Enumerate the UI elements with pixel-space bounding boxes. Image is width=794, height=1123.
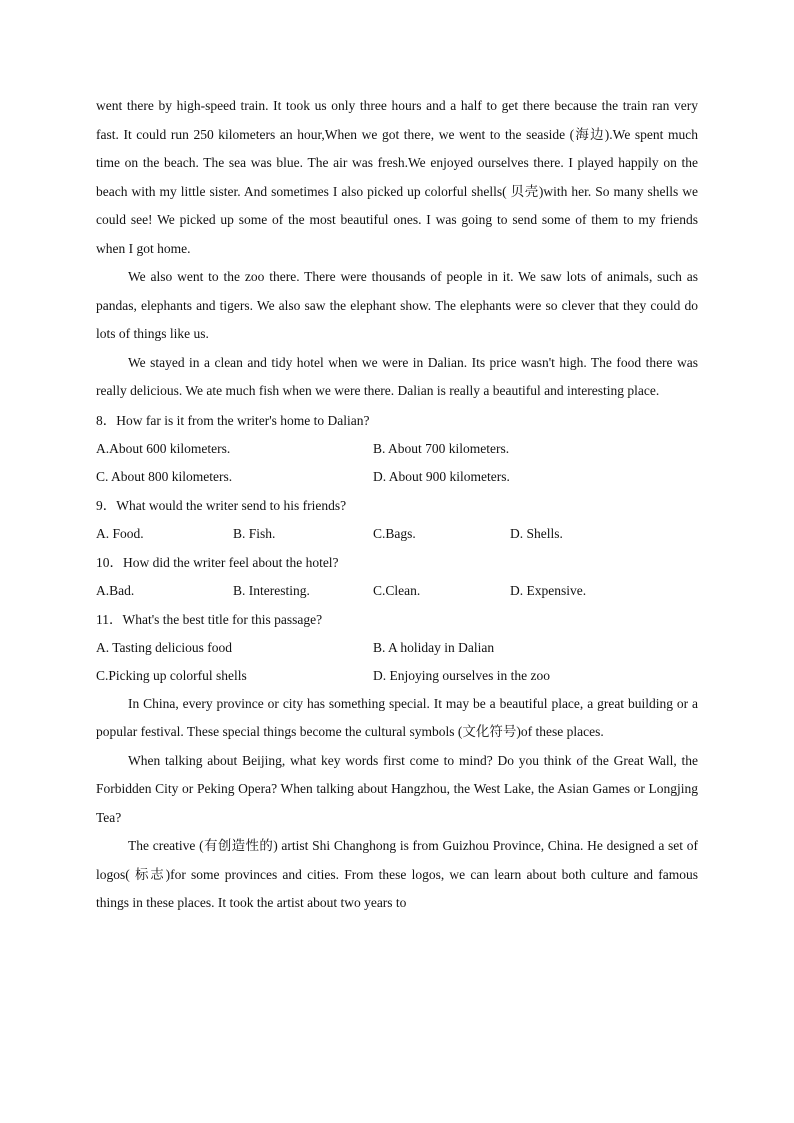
question-stem: 9．What would the writer send to his friends?	[96, 497, 347, 513]
passage1-paragraph-3: We stayed in a clean and tidy hotel when we were in Dalian. Its price wasn't high. The food there was really delicious. We ate much fish when we were there. Dalian is really a beautiful and interesting place.	[96, 354, 698, 398]
question-10	[96, 548, 698, 605]
option-c: C. About 800 kilometers.	[96, 468, 233, 484]
option-a: A. Food.	[96, 525, 144, 541]
passage1-paragraph-2: We also went to the zoo there. There were thousands of people in it. We saw lots of animals, such as pandas, elephants and tigers. We also saw the elephant show. The elephants were so clever that they could do lots of things like us.	[96, 269, 698, 341]
document-page	[96, 92, 698, 918]
question-stem: 11．What's the best title for this passage?	[96, 611, 323, 627]
question-stem: 10．How did the writer feel about the hotel?	[96, 554, 339, 570]
options-row	[96, 577, 698, 605]
options-row	[96, 520, 698, 548]
question-8	[96, 406, 698, 491]
passage2-paragraph-3: The creative (有创造性的) artist Shi Changhong is from Guizhou Province, China. He designed a set of logos( 标志)for some provinces and cities. From these logos, we can learn about both culture and famous things in these places. It took the artist about two years to	[96, 838, 698, 910]
passage2-paragraph-2: When talking about Beijing, what key words first come to mind? Do you think of the Great Wall, the Forbidden City or Peking Opera? When talking about Hangzhou, the West Lake, the Asian Games or Longjing Tea?	[96, 752, 698, 825]
question-11	[96, 605, 698, 690]
question-stem: 8．How far is it from the writer's home to Dalian?	[96, 412, 370, 428]
option-a: A.About 600 kilometers.	[96, 440, 231, 456]
passage1-paragraph-1: went there by high-speed train. It took us only three hours and a half to get there because the train ran very fast. It could run 250 kilometers an hour,When we got there, we went to the seaside (海边).We spent much time on the beach. The sea was blue. The air was fresh.We enjoyed ourselves there. I played happily on the beach with my little sister. And sometimes I also picked up colorful shells( 贝壳)with her. So many shells we could see! We picked up some of the most beautiful ones. I was going to send some of them to my friends when I got home.	[96, 98, 698, 256]
options-row	[96, 463, 698, 491]
option-d: D. Shells.	[510, 525, 563, 541]
options-row	[96, 634, 698, 662]
option-b: B. Interesting.	[233, 582, 310, 598]
option-b: B. Fish.	[233, 525, 276, 541]
options-row	[96, 435, 698, 463]
option-d: D. Expensive.	[510, 582, 587, 598]
options-row	[96, 662, 698, 690]
passage2-paragraph-1: In China, every province or city has something special. It may be a beautiful place, a great building or a popular festival. These special things become the cultural symbols (文化符号)of these places.	[96, 695, 698, 739]
option-d: D. About 900 kilometers.	[373, 468, 510, 484]
option-a: A. Tasting delicious food	[96, 639, 233, 655]
option-b: B. A holiday in Dalian	[373, 639, 495, 655]
option-b: B. About 700 kilometers.	[373, 440, 510, 456]
option-d: D. Enjoying ourselves in the zoo	[373, 667, 550, 683]
option-a: A.Bad.	[96, 582, 135, 598]
question-9	[96, 491, 698, 548]
option-c: C.Picking up colorful shells	[96, 667, 247, 683]
option-c: C.Bags.	[373, 525, 416, 541]
option-c: C.Clean.	[373, 582, 421, 598]
